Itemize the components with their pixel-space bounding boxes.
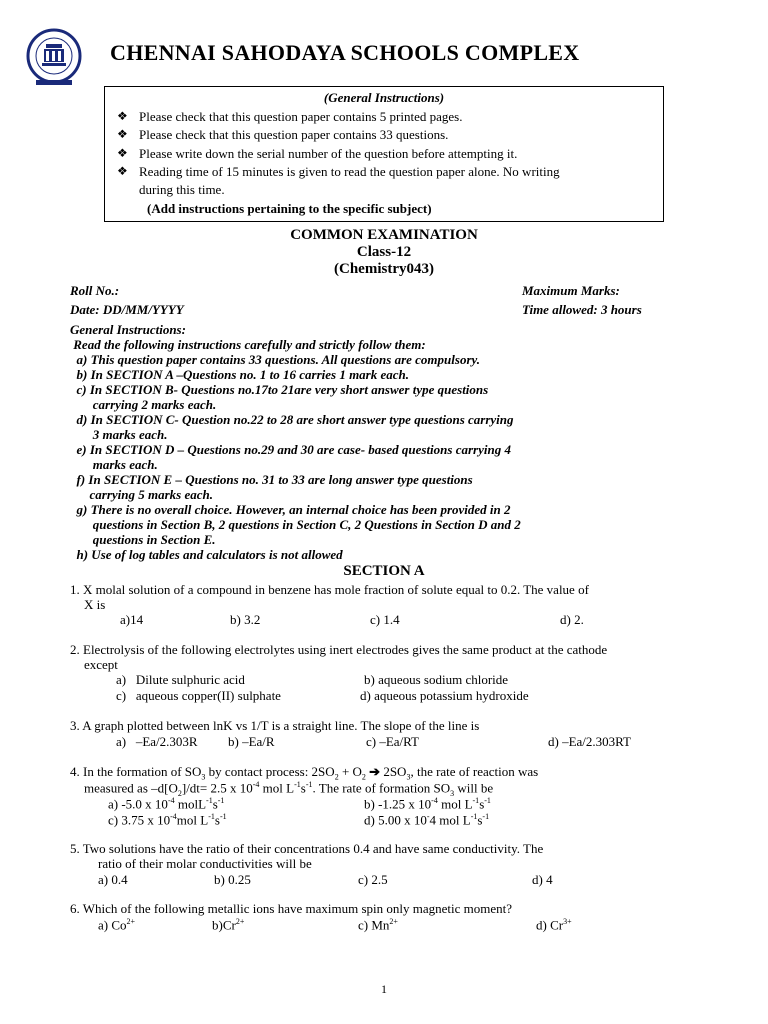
q4-option-d (364, 812, 489, 828)
bullet-icon: ❖ (117, 109, 128, 123)
q4-text-part: measured as –d[O (84, 780, 178, 796)
q4-subscript: 2 (177, 788, 182, 798)
box-item-text: Please write down the serial number of the question before attempting it. (139, 146, 518, 161)
school-title: CHENNAI SAHODAYA SCHOOLS COMPLEX (110, 40, 580, 65)
instruction-line: g) There is no overall choice. However, an internal choice has been provided in 2 (70, 502, 511, 517)
q6-superscript: 3+ (563, 917, 572, 926)
instruction-line: c) In SECTION B- Questions no.17to 21are very short answer type questions (70, 382, 489, 397)
q4-text-part: 4. In the formation of SO (70, 764, 202, 779)
q4-option-text: s (477, 812, 483, 828)
q6-option-text: b)Cr (212, 917, 236, 933)
q4-option-b (364, 796, 491, 812)
q4-option-a (108, 796, 224, 812)
q4-superscript: -1 (305, 780, 313, 789)
q5-option-c: c) 2.5 (358, 872, 388, 887)
q1-option-b: b) 3.2 (230, 612, 261, 627)
exam-class: Class-12 (356, 244, 412, 260)
q4-option-text: b) -1.25 x 10 (364, 796, 432, 812)
q4-option-text: mol L (437, 796, 473, 812)
q4-option-text: s (212, 796, 218, 812)
school-logo (24, 28, 84, 88)
q4-superscript: -4 (170, 812, 177, 821)
instruction-line: a) This question paper contains 33 questions. All questions are compulsory. (70, 352, 481, 367)
q6-option-a (98, 917, 135, 933)
q4-text-part: will be (454, 780, 494, 796)
q5-option-a: a) 0.4 (98, 872, 128, 887)
q2-option-d: d) aqueous potassium hydroxide (360, 688, 529, 703)
q4-option-text: s (479, 796, 485, 812)
q4-superscript: -1 (219, 812, 227, 821)
instruction-line: f) In SECTION E – Questions no. 31 to 33 are long answer type questions (70, 472, 473, 487)
instruction-line: questions in Section B, 2 questions in Section C, 2 Questions in Section D and 2 (70, 517, 521, 532)
box-item-text: during this time. (139, 182, 225, 197)
q1-option-a: a)14 (120, 612, 144, 627)
instruction-line: carrying 2 marks each. (70, 397, 217, 412)
question-4-text (70, 764, 538, 782)
q4-option-text: d) 5.00 x 10 (364, 812, 427, 828)
q5-option-d: d) 4 (532, 872, 553, 887)
q1-option-c: c) 1.4 (370, 612, 400, 627)
q4-superscript: -1 (484, 796, 491, 805)
q6-option-text: d) Cr (536, 917, 564, 933)
q6-option-b (212, 917, 244, 933)
box-item (117, 164, 560, 180)
q4-text-part: ]/dt= 2.5 x 10 (181, 780, 253, 796)
q2-option-c: c) aqueous copper(II) sulphate (116, 688, 281, 703)
q4-subscript: 3 (406, 772, 411, 782)
q4-subscript: 2 (334, 772, 339, 782)
roll-no: Roll No.: (70, 283, 120, 298)
box-item-text: Please check that this question paper contains 33 questions. (139, 127, 449, 142)
q4-subscript: 3 (201, 772, 206, 782)
question-3-text: 3. A graph plotted between lnK vs 1/T is a straight line. The slope of the line is (70, 718, 480, 733)
q4-superscript: - (426, 812, 430, 821)
box-item-continued (139, 182, 225, 198)
time-allowed: Time allowed: 3 hours (522, 302, 642, 317)
q4-superscript: -1 (208, 812, 215, 821)
q4-text-part: by contact process: 2SO (205, 764, 335, 779)
exam-subject: (Chemistry043) (334, 261, 434, 277)
q4-superscript: -1 (217, 796, 225, 805)
instruction-line: b) In SECTION A –Questions no. 1 to 16 carries 1 mark each. (70, 367, 410, 382)
box-item (117, 127, 449, 143)
q4-superscript: -4 (431, 796, 438, 805)
question-5-text: 5. Two solutions have the ratio of their concentrations 0.4 and have same conductivity. The (70, 841, 544, 856)
q6-superscript: 2+ (389, 917, 398, 926)
q4-superscript: -4 (252, 780, 260, 789)
box-item (117, 109, 463, 125)
q4-option-text: s (214, 812, 220, 828)
q3-option-c: c) –Ea/RT (366, 734, 420, 749)
q4-text-part: mol L (259, 780, 295, 796)
q5-option-b: b) 0.25 (214, 872, 251, 887)
q6-superscript: 2+ (235, 917, 245, 926)
box-footer: (Add instructions pertaining to the specific subject) (147, 201, 432, 216)
q2-option-a: a) Dilute sulphuric acid (116, 672, 245, 687)
instruction-line: carrying 5 marks each. (70, 487, 213, 502)
q1-option-d: d) 2. (560, 612, 584, 627)
q4-superscript: -1 (294, 780, 301, 789)
instruction-line: questions in Section E. (70, 532, 216, 547)
bullet-icon: ❖ (117, 146, 128, 160)
instruction-line: e) In SECTION D – Questions no.29 and 30 are case- based questions carrying 4 (70, 442, 511, 457)
box-item-text: Please check that this question paper contains 5 printed pages. (139, 109, 463, 124)
box-item-text: Reading time of 15 minutes is given to read the question paper alone. No writing (139, 164, 560, 179)
q4-text-part: + O (338, 764, 362, 779)
q4-superscript: -1 (470, 812, 478, 821)
q4-option-text: c) 3.75 x 10 (108, 812, 171, 828)
question-2-text: 2. Electrolysis of the following electrolytes using inert electrodes gives the same product at the cathode (70, 642, 608, 657)
q2-option-b: b) aqueous sodium chloride (364, 672, 509, 687)
q4-superscript: -4 (167, 796, 175, 805)
instructions-title: General Instructions: (70, 322, 186, 337)
q6-superscript: 2+ (126, 917, 136, 926)
instruction-line: 3 marks each. (70, 427, 168, 442)
question-5-text-cont: ratio of their molar conductivities will be (98, 856, 312, 871)
q6-option-d (536, 917, 572, 933)
question-1-text: 1. X molal solution of a compound in benzene has mole fraction of solute equal to 0.2. The value of (70, 582, 589, 597)
general-instructions-box (104, 86, 664, 222)
section-a-title: SECTION A (343, 563, 425, 579)
instruction-line: h) Use of log tables and calculators is not allowed (70, 547, 343, 562)
q3-option-b: b) –Ea/R (228, 734, 275, 749)
q4-text-part: , the rate of reaction was (410, 764, 539, 779)
question-6-text: 6. Which of the following metallic ions have maximum spin only magnetic moment? (70, 901, 513, 916)
q4-option-text: molL (174, 796, 207, 812)
instruction-line: marks each. (70, 457, 158, 472)
page-number: 1 (381, 982, 387, 996)
q4-superscript: -1 (472, 796, 480, 805)
q6-option-text: a) Co (98, 917, 127, 933)
bullet-icon: ❖ (117, 127, 128, 141)
q3-option-a: a) –Ea/2.303R (116, 734, 198, 749)
q6-option-text: c) Mn (358, 917, 390, 933)
box-item (117, 146, 518, 162)
q4-superscript: -1 (206, 796, 213, 805)
exam-date: Date: DD/MM/YYYY (70, 302, 184, 317)
bullet-icon: ❖ (117, 164, 128, 178)
instruction-line: d) In SECTION C- Question no.22 to 28 are short answer type questions carrying (70, 412, 514, 427)
q4-option-text: mol L (176, 812, 209, 828)
q4-subscript: 3 (450, 788, 455, 798)
q4-option-c (108, 812, 227, 828)
q4-text-part: . The rate of formation SO (312, 780, 451, 796)
q4-text-part: 2SO (383, 764, 407, 779)
exam-title: COMMON EXAMINATION (290, 227, 478, 243)
q4-option-text: 4 mol L (429, 812, 471, 828)
box-heading: (General Instructions) (323, 90, 445, 105)
question-1-text-cont: X is (84, 597, 106, 612)
q4-subscript: 2 (361, 772, 366, 782)
q4-text-part: s (300, 780, 306, 796)
q4-option-text: a) -5.0 x 10 (108, 796, 168, 812)
q4-superscript: -1 (482, 812, 490, 821)
max-marks: Maximum Marks: (522, 283, 620, 298)
arrow-icon: ➔ (369, 764, 381, 779)
instruction-line: Read the following instructions carefully and strictly follow them: (70, 337, 426, 352)
q3-option-d: d) –Ea/2.303RT (548, 734, 631, 749)
q6-option-c (358, 917, 398, 933)
question-2-text-cont: except (84, 657, 118, 672)
